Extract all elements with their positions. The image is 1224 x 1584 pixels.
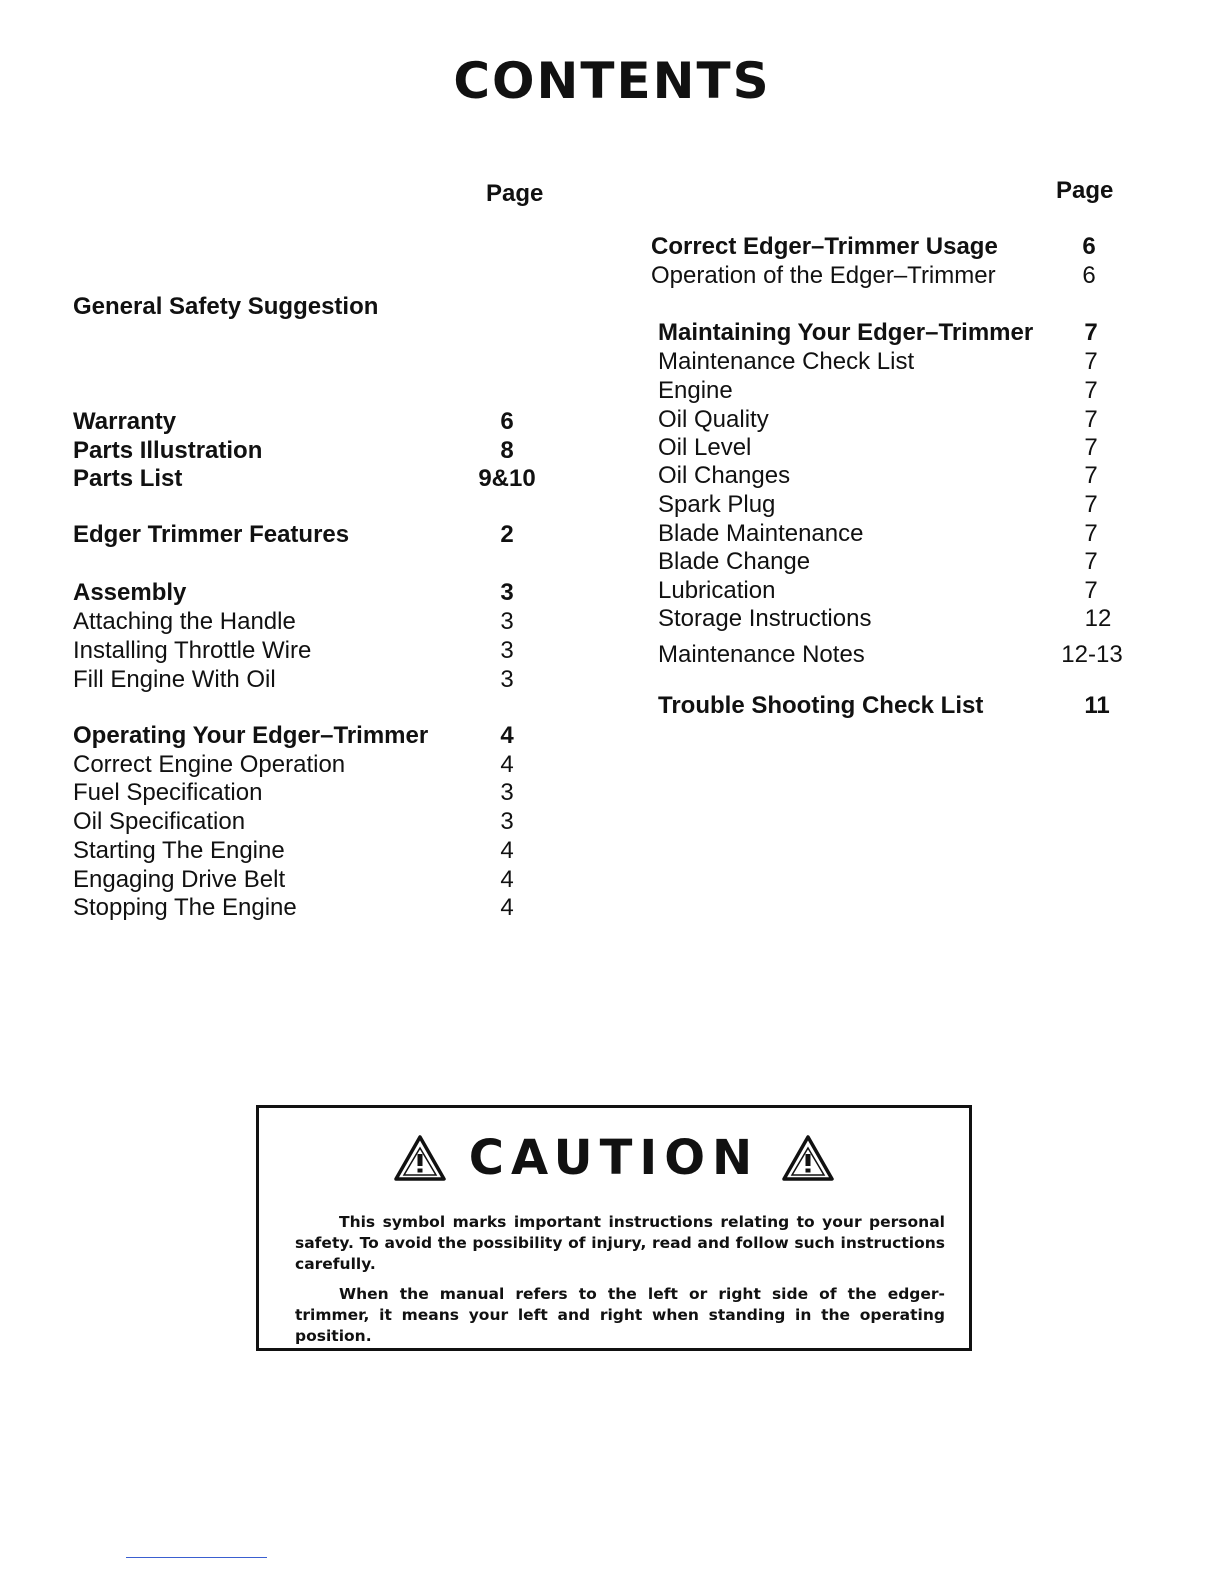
toc-entry-page-number: 3 <box>500 608 514 635</box>
toc-entry-label: Fill Engine With Oil <box>73 666 276 693</box>
toc-entry-label: Edger Trimmer Features <box>73 521 350 548</box>
toc-entry-page-number: 7 <box>1084 548 1098 575</box>
toc-entry-label: Blade Maintenance <box>658 520 864 547</box>
toc-entry-page-number: 7 <box>1084 491 1098 518</box>
toc-entry-page-number: 7 <box>1084 520 1098 547</box>
toc-entry-page-number: 4 <box>500 722 514 749</box>
toc-entry-label: Installing Throttle Wire <box>73 637 312 664</box>
caution-paragraph: When the manual refers to the left or right side of the edger-trimmer, it means your left and right when standing in the operating position. <box>295 1285 945 1345</box>
page-title: CONTENTS <box>453 52 771 110</box>
toc-entry-label: Spark Plug <box>658 491 776 518</box>
toc-entry-label: Oil Specification <box>73 808 246 835</box>
toc-entry-label: Maintenance Check List <box>658 348 915 375</box>
toc-entry-page-number: 4 <box>500 751 514 778</box>
toc-entry-page-number: 7 <box>1084 406 1098 433</box>
toc-entry-label: Oil Level <box>658 434 752 461</box>
toc-entry-page-number: 7 <box>1084 434 1098 461</box>
toc-entry-page-number: 4 <box>500 866 514 893</box>
toc-entry-label: Maintaining Your Edger–Trimmer <box>658 319 1034 346</box>
toc-entry-label: Oil Changes <box>658 462 791 489</box>
caution-paragraph: This symbol marks important instructions relating to your personal safety. To avoid the possibility of injury, read and follow such instructions carefully. <box>295 1213 945 1273</box>
toc-entry-label: Warranty <box>73 408 177 435</box>
caution-title: CAUTION <box>468 1130 760 1186</box>
toc-entry-label: Lubrication <box>658 577 776 604</box>
toc-entry-page-number: 3 <box>500 808 514 835</box>
toc-entry-label: Correct Engine Operation <box>73 751 346 778</box>
toc-entry-label: Fuel Specification <box>73 779 263 806</box>
toc-entry-label: Correct Edger–Trimmer Usage <box>651 233 998 260</box>
toc-entry-page-number: 4 <box>500 894 514 921</box>
toc-entry-page-number: 6 <box>500 408 514 435</box>
toc-entry-page-number: 6 <box>1082 233 1096 260</box>
toc-entry-label: Oil Quality <box>658 406 769 433</box>
toc-entry-label: Engaging Drive Belt <box>73 866 286 893</box>
toc-entry-label: Starting The Engine <box>73 837 285 864</box>
toc-entry-page-number: 8 <box>500 437 514 464</box>
toc-entry-page-number: 3 <box>500 779 514 806</box>
caution-heading <box>259 1130 969 1186</box>
toc-entry-page-number: 2 <box>500 521 514 548</box>
toc-entry-page-number: 3 <box>500 637 514 664</box>
toc-entry-label: Blade Change <box>658 548 811 575</box>
toc-entry-page-number: 6 <box>1082 262 1096 289</box>
warning-triangle-icon <box>781 1134 835 1182</box>
toc-entry-label: Parts List <box>73 465 183 492</box>
toc-entry-page-number: 12-13 <box>1061 641 1123 668</box>
toc-entry-page-number: 7 <box>1084 577 1098 604</box>
toc-entry-label: Storage Instructions <box>658 605 872 632</box>
toc-entry-label: Trouble Shooting Check List <box>658 692 984 719</box>
toc-entry-page-number: 7 <box>1084 462 1098 489</box>
left-page-column-header: Page <box>486 180 544 207</box>
toc-entry-label: Engine <box>658 377 733 404</box>
toc-entry-label: Maintenance Notes <box>658 641 865 668</box>
toc-entry-label: Stopping The Engine <box>73 894 297 921</box>
footer-rule <box>126 1557 267 1558</box>
toc-entry-page-number: 11 <box>1084 692 1110 719</box>
toc-entry-label: Attaching the Handle <box>73 608 296 635</box>
toc-entry-page-number: 7 <box>1084 348 1098 375</box>
toc-entry-label: General Safety Suggestion <box>73 293 379 320</box>
toc-entry-page-number: 4 <box>500 837 514 864</box>
right-page-column-header: Page <box>1056 177 1114 204</box>
toc-entry-label: Operating Your Edger–Trimmer <box>73 722 429 749</box>
warning-triangle-icon <box>393 1134 447 1182</box>
toc-entry-label: Assembly <box>73 579 187 606</box>
toc-entry-label: Operation of the Edger–Trimmer <box>651 262 996 289</box>
toc-entry-page-number: 3 <box>500 666 514 693</box>
toc-entry-page-number: 7 <box>1084 319 1098 346</box>
toc-entry-label: Parts Illustration <box>73 437 263 464</box>
toc-entry-page-number: 12 <box>1084 605 1112 632</box>
caution-box <box>256 1105 972 1351</box>
toc-entry-page-number: 3 <box>500 579 514 606</box>
toc-entry-page-number: 9&10 <box>478 465 536 492</box>
toc-entry-page-number: 7 <box>1084 377 1098 404</box>
